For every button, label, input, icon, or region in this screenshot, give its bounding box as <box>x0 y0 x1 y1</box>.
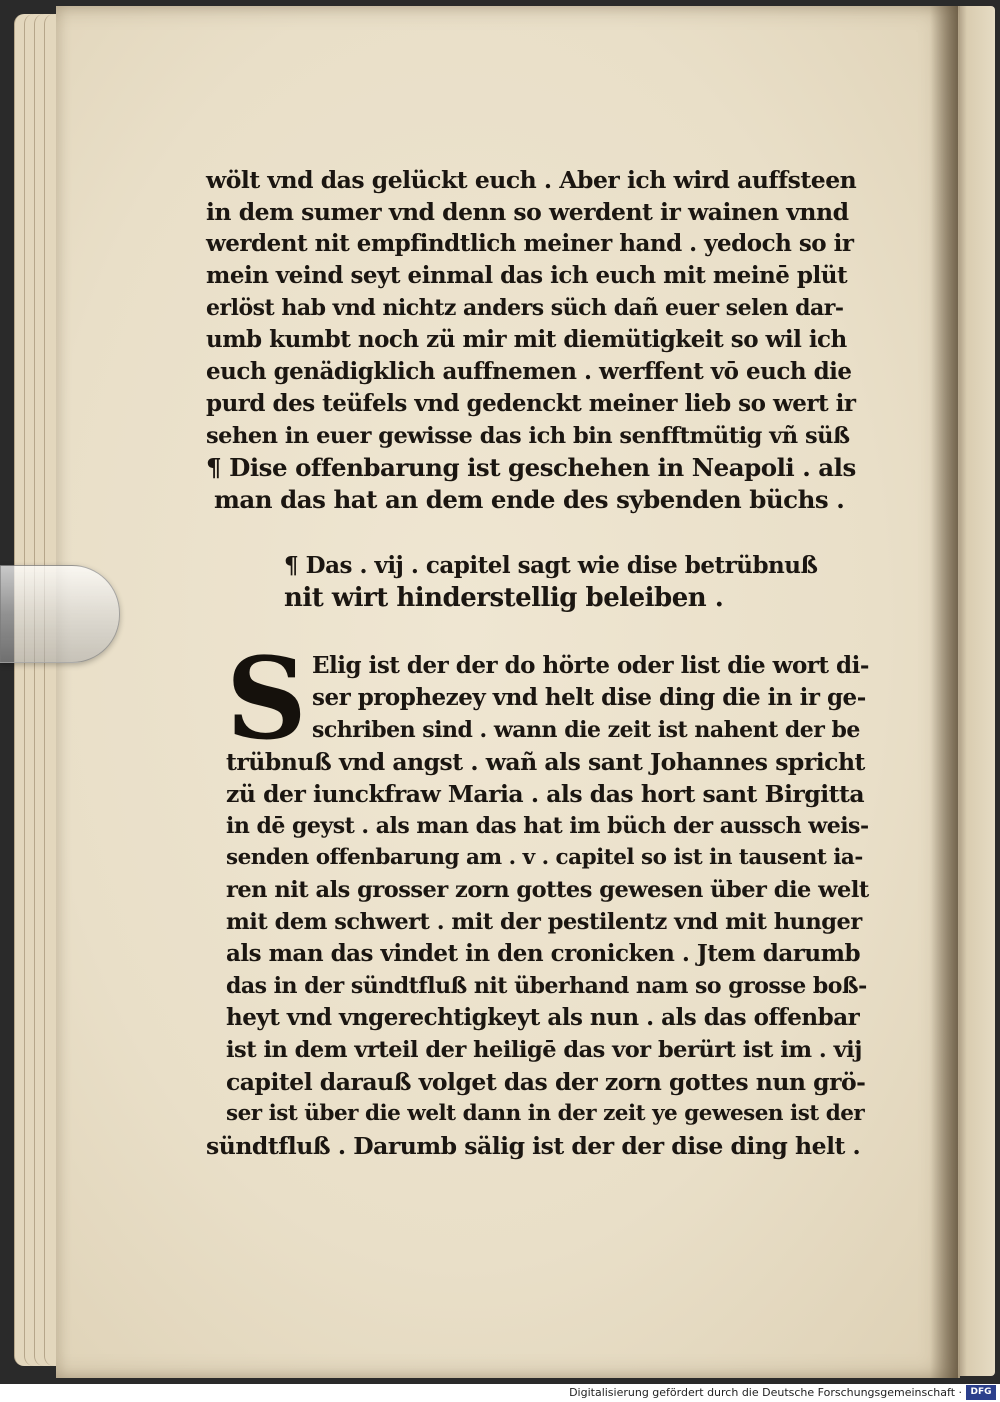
text-line: in dē geyst . als man das hat im büch der aussch weis- <box>226 813 869 839</box>
text-line: wölt vnd das gelückt euch . Aber ich wird auffsteen <box>206 166 857 194</box>
initial-capital: S <box>226 634 307 765</box>
text-line: sündtfluß . Darumb sälig ist der der dise ding helt . <box>206 1132 861 1160</box>
digitization-footer <box>0 1384 1000 1402</box>
text-line: Elig ist der der do hörte oder list die wort di- <box>312 652 869 679</box>
text-line: mit dem schwert . mit der pestilentz vnd mit hunger <box>226 909 862 935</box>
text-line: ren nit als grosser zorn gottes gewesen über die welt <box>226 877 869 903</box>
heading-line: ¶ Das . vij . capitel sagt wie dise betrübnuß <box>284 552 818 579</box>
text-line: umb kumbt noch zü mir mit diemütigkeit so wil ich <box>206 326 847 353</box>
text-line: capitel darauß volget das der zorn gottes nun grö- <box>226 1068 866 1096</box>
text-line: das in der sündtfluß nit überhand nam so grosse boß- <box>226 973 867 999</box>
heading-line: nit wirt hinderstellig beleiben . <box>284 583 724 613</box>
text-line: senden offenbarung am . v . capitel so ist in tausent ia- <box>226 845 863 870</box>
text-line: werdent nit empfindtlich meiner hand . yedoch so ir <box>206 230 854 257</box>
facing-page-edge <box>955 6 995 1376</box>
text-line: purd des teüfels vnd gedenckt meiner lieb so wert ir <box>206 390 856 417</box>
text-line: mein veind seyt einmal das ich euch mit meinē plüt <box>206 262 848 289</box>
text-line: schriben sind . wann die zeit ist nahent der be <box>312 717 860 743</box>
text-line: euch genädigklich auffnemen . werffent vō euch die <box>206 358 852 385</box>
text-line: in dem sumer vnd denn so werdent ir wainen vnnd <box>206 198 849 226</box>
text-line: erlöst hab vnd nichtz anders süch dañ euer selen dar- <box>206 295 844 321</box>
text-line: ¶ Dise offenbarung ist geschehen in Neapoli . als <box>206 453 856 482</box>
page-gutter-shadow <box>930 6 958 1378</box>
text-line: zü der iunckfraw Maria . als das hort sant Birgitta <box>226 780 865 808</box>
funding-notice: Digitalisierung gefördert durch die Deutsche Forschungsgemeinschaft · <box>569 1386 962 1399</box>
dfg-logo: DFG <box>966 1385 996 1400</box>
text-line: ser ist über die welt dann in der zeit ye gewesen ist der <box>226 1101 865 1126</box>
text-line: sehen in euer gewisse das ich bin senfftmütig vñ süß <box>206 423 850 449</box>
text-line: heyt vnd vngerechtigkeyt als nun . als das offenbar <box>226 1004 860 1031</box>
text-line: trübnuß vnd angst . wañ als sant Johannes spricht <box>226 748 865 776</box>
text-line: ser prophezey vnd helt dise ding die in ir ge- <box>312 684 866 711</box>
page-clip <box>0 565 120 663</box>
text-line: man das hat an dem ende des sybenden büchs . <box>214 485 845 514</box>
text-line: als man das vindet in den cronicken . Jtem darumb <box>226 940 861 967</box>
text-line: ist in dem vrteil der heiligē das vor berürt ist im . vij <box>226 1037 862 1063</box>
